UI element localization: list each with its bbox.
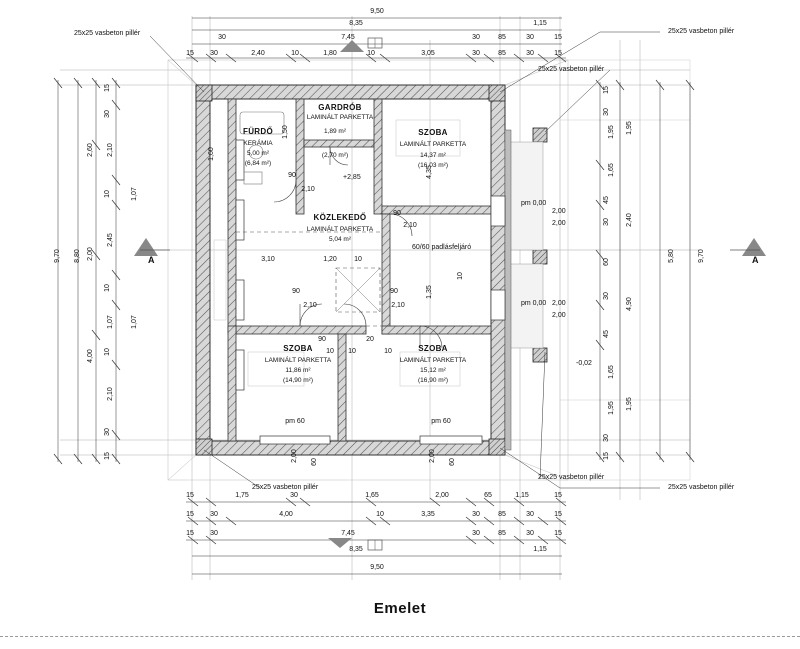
dim-top-r3-1: 7,45: [341, 34, 355, 41]
dim-right-c4-10: 1,95: [608, 401, 615, 415]
dim-top-r3-0: 30: [218, 34, 226, 41]
dim-top-r4-10: 15: [554, 50, 562, 57]
room-material-szoba-2: LAMINÁLT PARKETTA: [264, 357, 332, 364]
room-area-gross-gardrob: (2,70 m²): [321, 152, 349, 159]
bath-fixtures: [240, 112, 284, 184]
dim-top-r3-4: 30: [526, 34, 534, 41]
dim-inner-19: 90: [318, 336, 326, 343]
dim-left-c4-6: 1,07: [107, 315, 114, 329]
dim-bot-r1-4: 2,00: [435, 492, 449, 499]
dim-bot-r1-2: 30: [290, 492, 298, 499]
dim-right-c4-1: 30: [603, 108, 610, 116]
dim-inner-15: 10: [457, 272, 464, 280]
leader-lines: [150, 32, 660, 488]
dim-inner-11: 90: [390, 288, 398, 295]
dim-bot-r4-0: 8,35: [349, 546, 363, 553]
dim-right-c5-1: 2,00: [552, 220, 566, 227]
dim-top-r4-3: 10: [291, 50, 299, 57]
dim-right-c5-2: 2,00: [552, 300, 566, 307]
dim-inner-6: 3,10: [261, 256, 275, 263]
dim-left-c4-10: 15: [104, 452, 111, 460]
section-label-left: A: [148, 255, 155, 265]
lintel-label-right: pm 60: [431, 418, 451, 425]
dim-right-c4-3: 1,65: [608, 163, 615, 177]
room-area-gross-furdo: (6,84 m²): [244, 160, 272, 167]
room-area-szoba-3: 15,12 m²: [420, 367, 446, 374]
room-material-furdo: KERÁMIA: [243, 140, 273, 147]
dim-inner-17: 10: [348, 348, 356, 355]
dim-inner-24: 60: [449, 458, 456, 466]
room-area-gardrob: 1,89 m²: [323, 128, 347, 135]
dim-bot-r3-6: 15: [554, 530, 562, 537]
dim-right-c3-0: 1,95: [626, 121, 633, 135]
lintel-label-b: pm 0,00: [521, 300, 547, 307]
dim-left-c3-0: 2,60: [87, 143, 94, 157]
level-marker-upper: +2,85: [343, 174, 361, 181]
dim-top-overall: 9,50: [370, 8, 384, 15]
dim-bot-r2-8: 15: [554, 511, 562, 518]
dim-right-c3-3: 1,95: [626, 397, 633, 411]
room-material-szoba-3: LAMINÁLT PARKETTA: [399, 357, 467, 364]
dim-top-r2-0: 8,35: [349, 20, 363, 27]
room-label-szoba-2: SZOBA: [283, 344, 313, 353]
dim-bot-r4-1: 1,15: [533, 546, 547, 553]
dim-right-c4-11: 30: [603, 434, 610, 442]
room-material-kozlekedo: LAMINÁLT PARKETTA: [306, 226, 374, 233]
room-label-gardrob: GARDRÓB: [318, 103, 362, 112]
dim-top-r4-7: 30: [472, 50, 480, 57]
dim-top-r3-2: 30: [472, 34, 480, 41]
dim-left-small-0: 1,07: [131, 187, 138, 201]
dim-right-c3-2: 4,90: [626, 297, 633, 311]
dim-inner-22: 60: [311, 458, 318, 466]
room-label-szoba-3: SZOBA: [418, 344, 448, 353]
note-pillar-top-right: 25x25 vasbeton pillér: [668, 28, 735, 35]
dim-left-c4-4: 2,45: [107, 233, 114, 247]
room-area-furdo: 5,00 m²: [246, 150, 270, 157]
dim-right-c4-6: 60: [603, 258, 610, 266]
room-material-szoba-1: LAMINÁLT PARKETTA: [399, 141, 467, 148]
room-area-gross-szoba-3: (16,90 m²): [418, 377, 448, 384]
room-area-gross-szoba-2: (14,90 m²): [283, 377, 313, 384]
dim-inner-8: 10: [354, 256, 362, 263]
dim-bot-r2-2: 4,00: [279, 511, 293, 518]
dim-bot-r3-0: 15: [186, 530, 194, 537]
dim-top-r4-2: 2,40: [251, 50, 265, 57]
dim-left-c3-2: 4,00: [87, 349, 94, 363]
dim-inner-20: 10: [326, 348, 334, 355]
dim-right-c4-8: 45: [603, 330, 610, 338]
dim-right-overall: 9,70: [698, 249, 705, 263]
level-marker-lower: -0,02: [576, 360, 592, 367]
balcony-slab: [505, 130, 543, 450]
dim-inner-14: 4,35: [426, 165, 433, 179]
room-area-szoba-1: 14,37 m²: [420, 152, 446, 159]
dim-right-c4-12: 15: [603, 452, 610, 460]
note-pillar-bottom-mid: 25x25 vasbeton pillér: [538, 474, 605, 481]
note-pillar-top-left: 25x25 vasbeton pillér: [74, 30, 141, 37]
dim-left-c4-7: 10: [104, 348, 111, 356]
dim-inner-3: 2,10: [301, 186, 315, 193]
dim-inner-0: 1,50: [282, 125, 289, 139]
section-label-right: A: [752, 255, 759, 265]
dim-top-r2-1: 1,15: [533, 20, 547, 27]
footer-divider: [0, 636, 800, 637]
dim-left-c4-5: 10: [104, 284, 111, 292]
dim-left-c3-1: 2,00: [87, 247, 94, 261]
dim-inner-18: 10: [384, 348, 392, 355]
dim-bot-r3-3: 30: [472, 530, 480, 537]
dim-bot-r2-3: 10: [376, 511, 384, 518]
dim-bot-r3-1: 30: [210, 530, 218, 537]
dim-inner-1: 1,60: [208, 147, 215, 161]
dim-top-r4-1: 30: [210, 50, 218, 57]
dim-top-r4-6: 3,05: [421, 50, 435, 57]
dim-bot-r1-1: 1,75: [235, 492, 249, 499]
room-area-szoba-2: 11,86 m²: [285, 367, 311, 374]
dim-right-c4-0: 15: [603, 86, 610, 94]
dim-bot-r2-1: 30: [210, 511, 218, 518]
dim-bot-r2-0: 15: [186, 511, 194, 518]
dim-left-c2: 8,80: [74, 249, 81, 263]
dim-inner-2: 90: [288, 172, 296, 179]
dim-bot-r1-5: 65: [484, 492, 492, 499]
room-label-kozlekedo: KÖZLEKEDŐ: [313, 213, 367, 222]
windows: [236, 140, 505, 444]
dim-inner-4: 90: [393, 210, 401, 217]
dim-inner-21: 2,00: [291, 449, 298, 463]
dim-left-small-1: 1,07: [131, 315, 138, 329]
dim-bot-r3-5: 30: [526, 530, 534, 537]
dim-left-overall: 9,70: [54, 249, 61, 263]
room-area-gross-szoba-1: (16,03 m²): [418, 162, 448, 169]
dim-left-c4-1: 30: [104, 110, 111, 118]
drawing-title: Emelet: [373, 600, 427, 617]
dim-inner-7: 1,20: [323, 256, 337, 263]
dim-inner-23: 2,00: [429, 449, 436, 463]
dim-inner-13: 1,35: [426, 285, 433, 299]
room-area-kozlekedo: 5,04 m²: [328, 236, 352, 243]
dim-inner-12: 2,10: [391, 302, 405, 309]
dim-top-r4-0: 15: [186, 50, 194, 57]
dim-bot-r1-0: 15: [186, 492, 194, 499]
dim-bot-r1-7: 15: [554, 492, 562, 499]
dim-inner-5: 2,10: [403, 222, 417, 229]
dim-bot-r3-4: 85: [498, 530, 506, 537]
lintel-label-a: pm 0,00: [521, 200, 547, 207]
dim-left-c4-3: 10: [104, 190, 111, 198]
dim-bot-r3-2: 7,45: [341, 530, 355, 537]
dim-right-c4-2: 1,95: [608, 125, 615, 139]
attic-hatch: [236, 232, 382, 326]
dim-top-r4-5: 10: [367, 50, 375, 57]
dim-right-c4-5: 30: [603, 218, 610, 226]
dim-right-c4-4: 45: [603, 196, 610, 204]
dim-inner-10: 2,10: [303, 302, 317, 309]
dim-right-c2: 5,80: [668, 249, 675, 263]
dim-bot-r2-5: 30: [472, 511, 480, 518]
dim-inner-16: 20: [366, 336, 374, 343]
dim-bot-r1-6: 1,15: [515, 492, 529, 499]
room-label-furdo: FÜRDŐ: [243, 127, 273, 136]
note-pillar-bottom-left: 25x25 vasbeton pillér: [252, 484, 319, 491]
dim-right-c3-1: 2,40: [626, 213, 633, 227]
dim-right-c5-0: 2,00: [552, 208, 566, 215]
dim-right-c5-3: 2,00: [552, 312, 566, 319]
dim-bot-r1-3: 1,65: [365, 492, 379, 499]
dim-inner-9: 90: [292, 288, 300, 295]
dim-top-r4-9: 30: [526, 50, 534, 57]
note-pillar-bottom-right: 25x25 vasbeton pillér: [668, 484, 735, 491]
dim-left-c4-9: 30: [104, 428, 111, 436]
dim-left-c4-0: 15: [104, 84, 111, 92]
lintel-label-left: pm 60: [285, 418, 305, 425]
dim-left-c4-8: 2,10: [107, 387, 114, 401]
dim-right-c4-7: 30: [603, 292, 610, 300]
dim-bot-overall: 9,50: [370, 564, 384, 571]
room-label-szoba-1: SZOBA: [418, 128, 448, 137]
dim-bot-r2-4: 3,35: [421, 511, 435, 518]
dim-top-r4-8: 85: [498, 50, 506, 57]
note-pillar-mid-right: 25x25 vasbeton pillér: [538, 66, 605, 73]
room-material-gardrob: LAMINÁLT PARKETTA: [306, 114, 374, 121]
dim-bot-r2-7: 30: [526, 511, 534, 518]
dim-top-r3-3: 85: [498, 34, 506, 41]
dim-top-r4-4: 1,80: [323, 50, 337, 57]
dim-top-r3-5: 15: [554, 34, 562, 41]
note-attic-hatch: 60/60 padlásfeljáró: [412, 244, 472, 251]
dim-right-c4-9: 1,65: [608, 365, 615, 379]
dim-left-c4-2: 2,10: [107, 143, 114, 157]
dim-bot-r2-6: 85: [498, 511, 506, 518]
